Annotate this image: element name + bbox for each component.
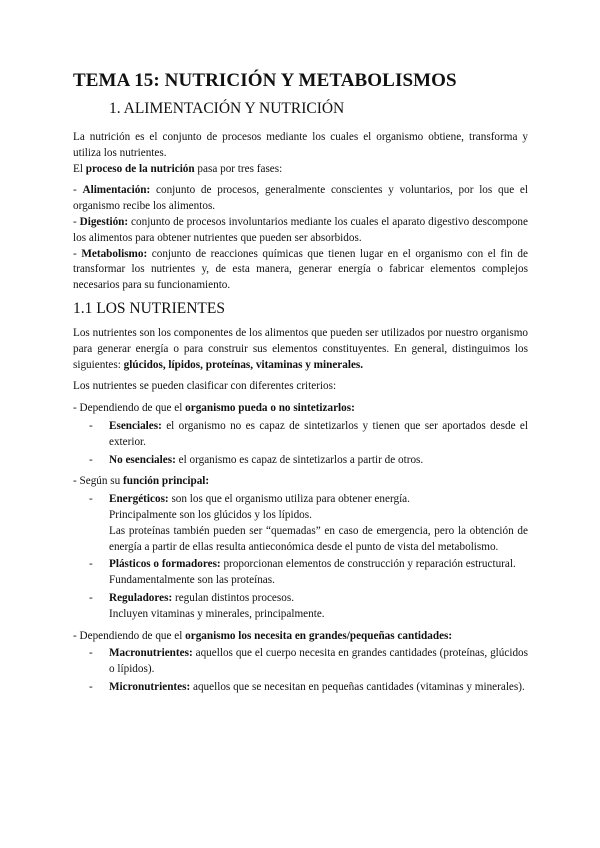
nutrients-list: glúcidos, lípidos, proteínas, vitaminas y minerales. <box>123 358 364 371</box>
list-item <box>89 680 528 696</box>
list-item <box>89 591 528 623</box>
section-heading-1: 1. ALIMENTACIÓN Y NUTRICIÓN <box>109 100 345 117</box>
process-pre: El <box>73 162 86 175</box>
dash: - <box>89 558 93 571</box>
list-item <box>89 646 528 678</box>
classify-paragraph: Los nutrientes se pueden clasificar con diferentes criterios: <box>73 380 337 393</box>
phase-alimentacion <box>73 183 528 215</box>
item-text: aquellos que se necesitan en pequeñas cantidades (vitaminas y minerales). <box>190 680 525 693</box>
criterion-3 <box>73 629 528 645</box>
item-term: Reguladores: <box>109 591 173 604</box>
item-term: Plásticos o formadores: <box>109 558 221 571</box>
phase-term: Alimentación: <box>82 184 151 197</box>
criterion-2-list <box>73 492 528 622</box>
criterion-pre: - Según su <box>73 475 124 488</box>
phase-text: conjunto de reacciones químicas que tienen lugar en el organismo con el fin de transformar los nutrientes y, de esta manera, generar energía o fabricar elementos complejos necesarios para su funcionamiento. <box>73 247 528 292</box>
page-title: TEMA 15: NUTRICIÓN Y METABOLISMOS <box>73 70 457 91</box>
phase-metabolismo <box>73 247 528 294</box>
criterion-pre: - Dependiendo de que el <box>73 402 186 415</box>
criterion-pre: - Dependiendo de que el <box>73 629 186 642</box>
phase-dash: - <box>73 215 80 228</box>
item-term: Micronutrientes: <box>109 680 191 693</box>
dash: - <box>89 647 93 660</box>
list-item <box>89 557 528 589</box>
item-line: Las proteínas también pueden ser “quemadas” en caso de emergencia, pero la obtención de energía a partir de ellas resulta antieconómica desde el punto de vista del metabolismo. <box>109 524 528 553</box>
phase-term: Digestión: <box>79 215 129 228</box>
dash: - <box>89 493 93 506</box>
dash: - <box>89 453 93 466</box>
dash: - <box>89 419 93 432</box>
phase-dash: - <box>73 184 83 197</box>
item-text: proporcionan elementos de construcción y reparación estructural. <box>220 558 516 571</box>
item-line: Principalmente son los glúcidos y los lípidos. <box>109 508 312 521</box>
dash: - <box>89 680 93 693</box>
process-bold: proceso de la nutrición <box>85 162 195 175</box>
item-text: regulan distintos procesos. <box>172 591 294 604</box>
process-post: pasa por tres fases: <box>194 162 283 175</box>
criterion-bold: organismo los necesita en grandes/pequeñas cantidades: <box>185 629 453 642</box>
criterion-3-list <box>73 646 528 695</box>
item-term: Energéticos: <box>109 493 169 506</box>
criterion-bold: organismo pueda o no sintetizarlos: <box>185 402 355 415</box>
list-item <box>89 419 528 451</box>
criterion-bold: función principal: <box>123 475 210 488</box>
item-term: No esenciales: <box>109 453 176 466</box>
document-page <box>73 70 528 702</box>
item-text: el organismo no es capaz de sintetizarlos y tienen que ser aportados desde el exterior. <box>109 419 528 448</box>
item-term: Macronutrientes: <box>109 647 193 660</box>
item-text: son los que el organismo utiliza para obtener energía. <box>168 493 410 506</box>
phase-digestion <box>73 215 528 247</box>
criterion-1-list <box>73 419 528 468</box>
list-item <box>89 492 528 555</box>
list-item <box>89 453 528 469</box>
item-term: Esenciales: <box>109 419 162 432</box>
phase-text: conjunto de procesos involuntarios mediante los cuales el aparato digestivo descompone los alimentos para obtener nutrientes que pueden ser absorbidos. <box>73 215 528 244</box>
item-line: Fundamentalmente son las proteínas. <box>109 574 275 587</box>
criterion-2 <box>73 474 528 490</box>
dash: - <box>89 591 93 604</box>
phase-term: Metabolismo: <box>81 247 148 260</box>
intro-paragraph: La nutrición es el conjunto de procesos mediante los cuales el organismo obtiene, transforma y utiliza los nutrientes. <box>73 131 528 159</box>
nutrients-definition <box>73 326 528 373</box>
phase-text: conjunto de procesos, generalmente conscientes y voluntarios, por los que el organismo recibe los alimentos. <box>73 184 528 213</box>
nutrients-text: Los nutrientes son los componentes de los alimentos que pueden ser utilizados por nuestro organismo para generar energía o para construir sus elementos constituyentes. En general, distinguimos los siguientes: <box>73 326 528 371</box>
process-paragraph <box>73 162 528 178</box>
criterion-1 <box>73 401 528 417</box>
phase-dash: - <box>73 247 82 260</box>
item-text: el organismo es capaz de sintetizarlos a partir de otros. <box>175 453 424 466</box>
item-text: aquellos que el cuerpo necesita en grandes cantidades (proteínas, glúcidos o lípidos). <box>109 647 528 676</box>
item-line: Incluyen vitaminas y minerales, principalmente. <box>109 607 325 620</box>
section-heading-1-1: 1.1 LOS NUTRIENTES <box>73 299 225 317</box>
